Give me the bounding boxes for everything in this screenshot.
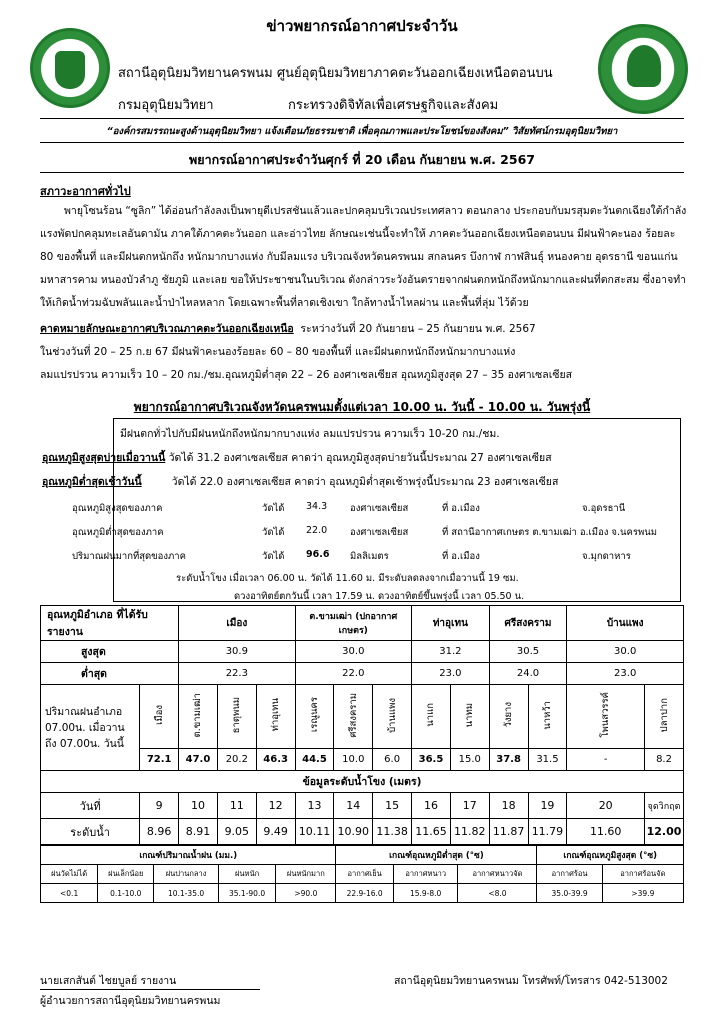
- rain-row-label: ปริมาณฝนอำเภอ 07.00น. เมื่อวาน ถึง 07.00น. วันนี้: [41, 685, 140, 771]
- criteria-head: ฝนหนักมาก: [276, 865, 336, 884]
- rain-station: เมือง: [153, 705, 165, 725]
- rain-station-row: [41, 685, 684, 749]
- rain-value: -: [567, 749, 645, 771]
- max-cell: 30.5: [489, 641, 567, 663]
- max-temp-text: วัดได้ 31.2 องศาเซลเซียส คาดว่า อุณหภูมิสูงสุดบ่ายวันนี้ประมาณ 27 องศาเซลเซียส: [168, 452, 552, 464]
- rain-value: 15.0: [450, 749, 489, 771]
- level-cell: 11.65: [412, 819, 451, 845]
- max-temp-label: อุณหภูมิสูงสุดบ่ายเมื่อวานนี้: [42, 452, 166, 464]
- river-table-title: ข้อมูลระดับน้ำโขง (เมตร): [41, 771, 684, 793]
- rain-station: ศรีสงคราม: [347, 692, 359, 738]
- rain-value: 31.5: [528, 749, 567, 771]
- min-cell: 23.0: [412, 663, 490, 685]
- level-cell: 11.38: [373, 819, 412, 845]
- temps-header-row: [41, 606, 684, 641]
- station-header: บ้านแพง: [567, 606, 684, 641]
- day-cell: 19: [528, 793, 567, 819]
- rain-value: 8.2: [645, 749, 684, 771]
- page-title: ข่าวพยากรณ์อากาศประจำวัน: [266, 17, 458, 35]
- day-cell: 18: [489, 793, 528, 819]
- day-cell: 14: [334, 793, 373, 819]
- general-line: แรงพัดปกคลุมทะเลอันดามัน ภาคใต้ภาคตะวันออก และอ่าวไทย ลักษณะเช่นนี้จะทำให้ ภาคตะวันออกเฉียงเหนือตอนบน มีฝนฟ้าคะนอง ร้อยละ: [40, 228, 676, 240]
- day-cell: 9: [140, 793, 179, 819]
- day-cell: 17: [450, 793, 489, 819]
- level-cell: 11.60: [567, 819, 645, 845]
- temps-header-label: อุณหภูมิอำเภอ ที่ได้รับรายงาน: [41, 606, 179, 641]
- max-cell: 31.2: [412, 641, 490, 663]
- critical-label: จุดวิกฤต: [645, 793, 684, 819]
- min-cell: 23.0: [567, 663, 684, 685]
- rain-criteria-title: เกณฑ์ปริมาณน้ำฝน (มม.): [41, 846, 336, 865]
- rain-station: บ้านแพง: [386, 697, 398, 733]
- divider: [40, 142, 684, 143]
- criteria-title-row: [41, 846, 684, 865]
- rain-station: นาแก: [425, 703, 437, 727]
- criteria-value: <8.0: [458, 884, 537, 903]
- level-cell: 11.87: [489, 819, 528, 845]
- criteria-head: ฝนวัดไม่ได้: [41, 865, 98, 884]
- river-day-row: [41, 793, 684, 819]
- river-line: ระดับน้ำโขง เมื่อเวลา 06.00 น. วัดได้ 11.60 ม. มีระดับลดลงจากเมื่อวานนี้ 19 ซม.: [176, 573, 519, 584]
- rain-value: 10.0: [334, 749, 373, 771]
- min-cell: 22.0: [295, 663, 411, 685]
- province-box: มีฝนตกทั่วไปกับมีฝนหนักถึงหนักมากบางแห่ง ลมแปรปรวน ความเร็ว 10-20 กม./ชม. อุณหภูมิสูงสุดบ่ายเมื่อวานนี้ วัดได้ 31.2 องศาเซลเซียส คาดว่า อุณหภูมิสูงสุดบ่ายวันนี้ประมาณ 27 องศาเซลเซียส อุณหภูมิต่ำสุดเช้าวันนี้ วัดได้ 22.0 องศาเซลเซียส คาดว่า อุณหภูมิต่ำสุดเช้าพรุ่งนี้ประมาณ 23 องศาเซลเซียส อุณหภูมิสูงสุดของภาค วัดได้ 34.3 องศาเซลเซียส ที่ อ.เมือง จ.อุดรธานี อุณหภูมิต่ำสุดของภาค วัดได้ 22.0 องศาเซลเซียส ที่ สถานีอากาศเกษตร ต.ขามเฒ่า อ.เมือง จ.นครพนม ปริมาณฝนมากที่สุดของภาค วัดได้ 96.6 มิลลิเมตร ที่ อ.เมือง จ.มุกดาหาร ระดับน้ำโขง เมื่อเวลา 06.00 น. วัดได้ 11.60 ม. มีระดับลดลงจากเมื่อวานนี้ 19 ซม. ดวงอาทิตย์ตกวันนี้ เวลา 17.59 น. ดวงอาทิตย์ขึ้นพรุ่งนี้ เวลา 05.50 น.: [113, 418, 681, 602]
- rain-station: ท่าอุเทน: [270, 698, 282, 732]
- day-cell: 10: [179, 793, 218, 819]
- rain-station: โพนสวรรค์: [600, 692, 612, 738]
- min-cell: 24.0: [489, 663, 567, 685]
- day-cell: 11: [217, 793, 256, 819]
- station-header: ศรีสงคราม: [489, 606, 567, 641]
- divider: [40, 118, 684, 119]
- criteria-head: อากาศหนาว: [393, 865, 458, 884]
- department-name: กรมอุตุนิยมวิทยา: [118, 98, 214, 113]
- max-temp-row: [41, 641, 684, 663]
- criteria-value: <0.1: [41, 884, 98, 903]
- criteria-value: 35.1-90.0: [218, 884, 275, 903]
- general-line: มหาสารคาม หนองบัวลำภู ชัยภูมิ และเลย ขอให้ประชาชนในบริเวณ ดังกล่าวระวังอันตรายจากฝนตกหนักถึงหนักมากและฝนที่ตกสะสม ซึ่งอาจทำ: [40, 274, 687, 286]
- outlook-period: ระหว่างวันที่ 20 กันยายน – 25 กันยายน พ.ศ. 2567: [300, 323, 536, 335]
- criteria-value: 0.1-10.0: [98, 884, 154, 903]
- general-heading: สภาวะอากาศทั่วไป: [40, 185, 131, 198]
- min-temp-text: วัดได้ 22.0 องศาเซลเซียส คาดว่า อุณหภูมิต่ำสุดเช้าพรุ่งนี้ประมาณ 23 องศาเซลเซียส: [171, 476, 559, 488]
- divider: [40, 172, 684, 173]
- contact-info: สถานีอุตุนิยมวิทยานครพนม โทรศัพท์/โทรสาร 042-513002: [394, 975, 668, 987]
- criteria-head: อากาศร้อนจัด: [602, 865, 683, 884]
- level-cell: 9.05: [217, 819, 256, 845]
- criteria-value: 15.9-8.0: [393, 884, 458, 903]
- province-heading: พยากรณ์อากาศบริเวณจังหวัดนครพนมตั้งแต่เวลา 10.00 น. วันนี้ - 10.00 น. วันพรุ่งนี้: [133, 400, 591, 414]
- day-cell: 12: [256, 793, 295, 819]
- criteria-value: >39.9: [602, 884, 683, 903]
- day-cell: 15: [373, 793, 412, 819]
- level-cell: 8.96: [140, 819, 179, 845]
- max-criteria-title: เกณฑ์อุณหภูมิสูงสุด (°ซ): [537, 846, 684, 865]
- min-temp-label: อุณหภูมิต่ำสุดเช้าวันนี้: [42, 476, 142, 488]
- river-title-row: [41, 771, 684, 793]
- outlook-heading: คาดหมายลักษณะอากาศบริเวณภาคตะวันออกเฉียงเหนือ: [40, 323, 294, 335]
- criteria-head: ฝนหนัก: [218, 865, 275, 884]
- rain-station: นาหว้า: [541, 700, 553, 730]
- criteria-value: 22.9-16.0: [336, 884, 393, 903]
- reporter-name: นายเสกสันต์ ไชยบูลย์ รายงาน: [40, 975, 177, 987]
- min-criteria-title: เกณฑ์อุณหภูมิต่ำสุด (°ซ): [336, 846, 537, 865]
- rain-value: 44.5: [295, 749, 334, 771]
- criteria-head: อากาศร้อน: [537, 865, 602, 884]
- station-header: ต.ขามเฒ่า (ปกอากาศเกษตร): [295, 606, 411, 641]
- ministry-name: กระทรวงดิจิทัลเพื่อเศรษฐกิจและสังคม: [288, 98, 499, 113]
- min-cell: 22.3: [179, 663, 295, 685]
- rain-station: วังยาง: [503, 702, 515, 728]
- day-label: วันที่: [41, 793, 140, 819]
- river-level-row: [41, 819, 684, 845]
- min-temp-row: [41, 663, 684, 685]
- criteria-head: ฝนปานกลาง: [154, 865, 218, 884]
- outlook-line: ลมแปรปรวน ความเร็ว 10 – 20 กม./ชม.อุณหภูมิต่ำสุด 22 – 26 องศาเซลเซียส อุณหภูมิสูงสุด 27 – 35 องศาเซลเซียส: [40, 369, 573, 381]
- rain-value: 36.5: [412, 749, 451, 771]
- level-cell: 10.11: [295, 819, 334, 845]
- rain-station: ต.ขามเฒ่า: [192, 692, 204, 738]
- day-cell: 20: [567, 793, 645, 819]
- level-cell: 11.79: [528, 819, 567, 845]
- max-cell: 30.0: [567, 641, 684, 663]
- outlook-line: ในช่วงวันที่ 20 – 25 ก.ย 67 มีฝนฟ้าคะนองร้อยละ 60 – 80 ของพื้นที่ และมีฝนตกหนักถึงหนักมากบางแห่ง: [40, 346, 516, 358]
- rain-value: 47.0: [179, 749, 218, 771]
- rain-value: 20.2: [217, 749, 256, 771]
- rain-value: 72.1: [140, 749, 179, 771]
- level-cell: 8.91: [179, 819, 218, 845]
- general-line: พายุโซนร้อน “ซูลิก” ได้อ่อนกำลังลงเป็นพายุดีเปรสชันแล้วและปกคลุมบริเวณประเทศลาว ตอนกลาง ประกอบกับมรสุมตะวันตกเฉียงใต้กำลัง: [64, 205, 687, 217]
- director-title: ผู้อำนวยการสถานีอุตุนิยมวิทยานครพนม: [40, 995, 221, 1007]
- level-cell: 10.90: [334, 819, 373, 845]
- day-cell: 13: [295, 793, 334, 819]
- station-header: เมือง: [179, 606, 295, 641]
- max-cell: 30.9: [179, 641, 295, 663]
- criteria-head: ฝนเล็กน้อย: [98, 865, 154, 884]
- day-cell: 16: [412, 793, 451, 819]
- rain-value: 37.8: [489, 749, 528, 771]
- rain-station: ปลาปาก: [658, 697, 670, 733]
- level-cell: 9.49: [256, 819, 295, 845]
- rain-station: ธาตุพนม: [231, 696, 243, 734]
- criteria-head: อากาศเย็น: [336, 865, 393, 884]
- sun-line: ดวงอาทิตย์ตกวันนี้ เวลา 17.59 น. ดวงอาทิตย์ขึ้นพรุ่งนี้ เวลา 05.50 น.: [234, 591, 525, 602]
- min-row-label: ต่ำสุด: [41, 663, 179, 685]
- tmd-logo: [30, 28, 110, 108]
- rain-station: เรณูนคร: [308, 697, 320, 733]
- rain-value: 6.0: [373, 749, 412, 771]
- general-line: ให้เกิดน้ำท่วมฉับพลันและน้ำป่าไหลหลาก โดยเฉพาะพื้นที่ลาดเชิงเขา ใกล้ทางน้ำไหลผ่าน และพื้นที่ลุ่ม ไว้ด้วย: [40, 297, 529, 309]
- criteria-value: 35.0-39.9: [537, 884, 602, 903]
- criteria-value-row: [41, 884, 684, 903]
- outlook-section: [40, 318, 690, 387]
- criteria-value: >90.0: [276, 884, 336, 903]
- forecast-title: พยากรณ์อากาศประจำวันศุกร์ ที่ 20 เดือน กันยายน พ.ศ. 2567: [189, 152, 535, 167]
- ministry-logo: [598, 24, 688, 114]
- signature-line: [40, 989, 260, 990]
- criteria-table: [40, 845, 684, 903]
- station-name: สถานีอุตุนิยมวิทยานครพนม ศูนย์อุตุนิยมวิทยาภาคตะวันออกเฉียงเหนือตอนบน: [118, 66, 553, 81]
- criteria-head: อากาศหนาวจัด: [458, 865, 537, 884]
- max-row-label: สูงสุด: [41, 641, 179, 663]
- general-line: 80 ของพื้นที่ และมีฝนตกหนักถึง หนักมากบางแห่ง กับมีลมแรง บริเวณจังหวัดนครพนม สกลนคร บึงกาฬ กาฬสินธุ์ หนองคาย อุดรธานี ขอนแก่น: [40, 251, 678, 263]
- critical-level: 12.00: [645, 819, 684, 845]
- level-label: ระดับน้ำ: [41, 819, 140, 845]
- general-paragraph: [40, 200, 690, 315]
- station-header: ท่าอุเทน: [412, 606, 490, 641]
- criteria-value: 10.1-35.0: [154, 884, 218, 903]
- rain-station: นาทม: [464, 702, 476, 728]
- temps-rain-table: [40, 605, 684, 845]
- province-line: มีฝนตกทั่วไปกับมีฝนหนักถึงหนักมากบางแห่ง ลมแปรปรวน ความเร็ว 10-20 กม./ชม.: [120, 428, 500, 440]
- criteria-head-row: [41, 865, 684, 884]
- level-cell: 11.82: [450, 819, 489, 845]
- slogan: “องค์กรสมรรถนะสูงด้านอุตุนิยมวิทยา แจ้งเตือนภัยธรรมชาติ เพื่อคุณภาพและประโยชน์ของสังคม” วิสัยทัศน์กรมอุตุนิยมวิทยา: [106, 126, 618, 137]
- rain-value: 46.3: [256, 749, 295, 771]
- max-cell: 30.0: [295, 641, 411, 663]
